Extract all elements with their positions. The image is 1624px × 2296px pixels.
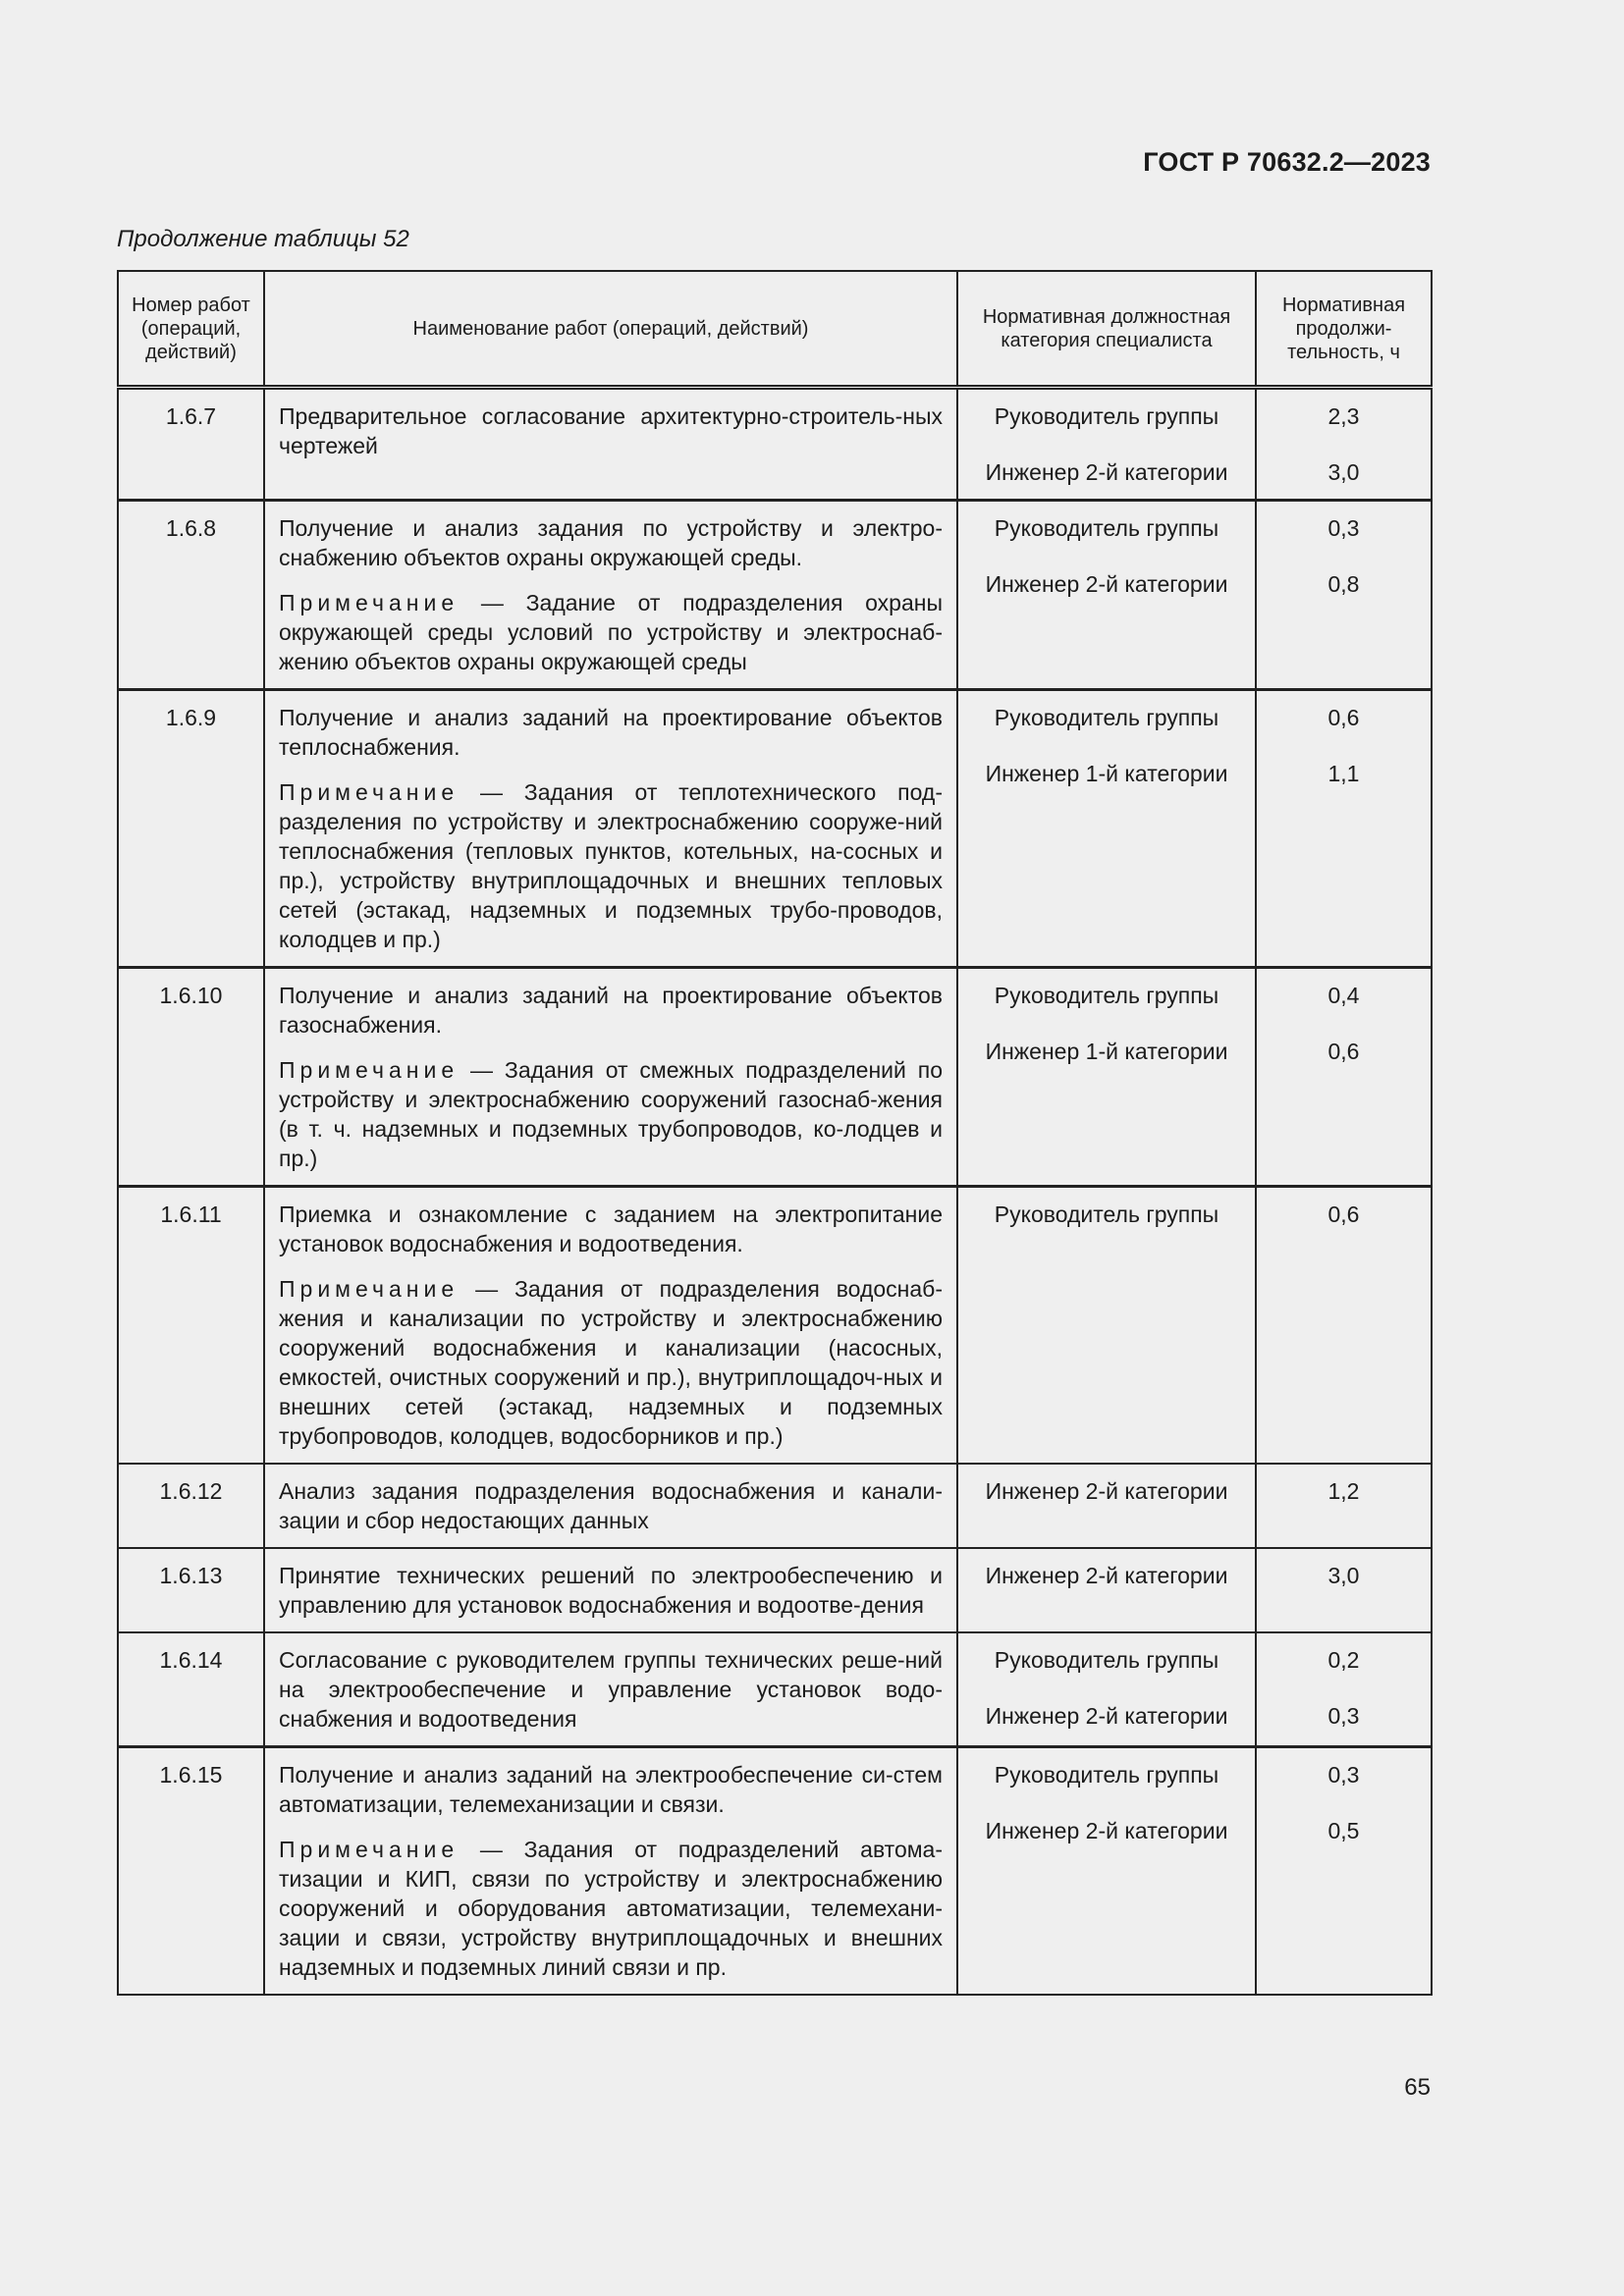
work-note: [279, 1274, 943, 1451]
specialist-category: Руководитель группы: [994, 1647, 1219, 1673]
note-text: — Задания от теплотехнического под-разделения по устройству и электроснабжению сооруже-ний теплоснабжения (тепловых пунктов, котельных, на-сосных и пр.), устройству внутриплощадочных и внешних тепловых сетей (эстакад, надземных и подземных трубо-проводов, колодцев и пр.): [279, 779, 943, 952]
work-name: Получение и анализ заданий на проектирование объектов газоснабжения.: [279, 983, 943, 1038]
table-row: [118, 968, 1432, 1187]
specialist-category: Инженер 1-й категории: [985, 761, 1228, 786]
duration-cell: [1256, 1632, 1432, 1747]
work-name-cell: [264, 1548, 957, 1632]
category-cell: [957, 388, 1256, 501]
norms-table: [117, 270, 1433, 1996]
work-number: 1.6.7: [118, 388, 264, 501]
duration-cell: [1256, 501, 1432, 690]
work-number: 1.6.15: [118, 1747, 264, 1996]
table-body: [118, 388, 1432, 1996]
work-number: 1.6.12: [118, 1464, 264, 1548]
work-note: [279, 588, 943, 676]
specialist-category: Руководитель группы: [994, 403, 1219, 429]
category-cell: [957, 1632, 1256, 1747]
work-name-cell: [264, 388, 957, 501]
work-name: Принятие технических решений по электрообеспечению и управлению для установок водоснабжения и водоотве-дения: [279, 1563, 943, 1618]
document-id: ГОСТ Р 70632.2—2023: [1143, 147, 1431, 177]
note-text: — Задания от смежных подразделений по устройству и электроснабжению сооружений газоснаб-жения (в т. ч. надземных и подземных трубопроводов, ко-лодцев и пр.): [279, 1057, 943, 1171]
work-number: 1.6.14: [118, 1632, 264, 1747]
column-header-category: Нормативная должностная категория специалиста: [957, 271, 1256, 388]
specialist-category: Руководитель группы: [994, 515, 1219, 541]
category-cell: [957, 690, 1256, 968]
specialist-category: Инженер 2-й категории: [985, 1818, 1228, 1843]
duration-value: 2,3: [1327, 403, 1360, 429]
category-cell: [957, 1747, 1256, 1996]
specialist-category: Руководитель группы: [994, 1201, 1219, 1227]
duration-value: 0,6: [1327, 1201, 1360, 1227]
category-cell: [957, 501, 1256, 690]
table-row: [118, 1747, 1432, 1996]
work-name: Получение и анализ заданий на электрообеспечение си-стем автоматизации, телемеханизации и связи.: [279, 1762, 943, 1817]
duration-value: 0,3: [1327, 1703, 1360, 1729]
duration-value: 0,6: [1327, 1039, 1360, 1064]
duration-cell: [1256, 388, 1432, 501]
category-cell: [957, 968, 1256, 1187]
work-note: [279, 1835, 943, 1982]
category-cell: [957, 1464, 1256, 1548]
work-name: Получение и анализ задания по устройству и электро-снабжению объектов охраны окружающей среды.: [279, 515, 943, 570]
work-note: [279, 777, 943, 954]
specialist-category: Инженер 2-й категории: [985, 459, 1228, 485]
work-number: 1.6.13: [118, 1548, 264, 1632]
note-text: — Задание от подразделения охраны окружающей среды условий по устройству и электроснаб-жению объектов охраны окружающей среды: [279, 590, 943, 674]
table-row: [118, 690, 1432, 968]
table-row: [118, 1548, 1432, 1632]
duration-value: 0,3: [1327, 1762, 1360, 1788]
column-header-name: Наименование работ (операций, действий): [264, 271, 957, 388]
duration-value: 0,5: [1327, 1818, 1360, 1843]
work-name-cell: [264, 690, 957, 968]
specialist-category: Инженер 2-й категории: [985, 1703, 1228, 1729]
duration-cell: [1256, 968, 1432, 1187]
duration-value: 1,1: [1327, 761, 1360, 786]
table-row: [118, 388, 1432, 501]
duration-cell: [1256, 1187, 1432, 1465]
work-number: 1.6.9: [118, 690, 264, 968]
category-cell: [957, 1548, 1256, 1632]
column-header-number: Номер работ (операций, действий): [118, 271, 264, 388]
work-name-cell: [264, 1747, 957, 1996]
specialist-category: Руководитель группы: [994, 705, 1219, 730]
duration-value: 3,0: [1327, 1563, 1360, 1588]
work-name-cell: [264, 1632, 957, 1747]
table-row: [118, 501, 1432, 690]
duration-value: 0,2: [1327, 1647, 1360, 1673]
duration-cell: [1256, 1548, 1432, 1632]
column-header-duration: Нормативная продолжи-тельность, ч: [1256, 271, 1432, 388]
duration-value: 0,4: [1327, 983, 1360, 1008]
specialist-category: Инженер 2-й категории: [985, 1563, 1228, 1588]
note-text: — Задания от подразделений автома-тизации и КИП, связи по устройству и электроснабжению сооружений и оборудования автоматизации, телемехани-зации и связи, устройству внутриплощадочных и внешних надземных и подземных линий связи и пр.: [279, 1837, 943, 1980]
note-label: Примечание: [279, 1276, 460, 1302]
work-number: 1.6.11: [118, 1187, 264, 1465]
specialist-category: Руководитель группы: [994, 983, 1219, 1008]
work-name-cell: [264, 1187, 957, 1465]
work-name: Предварительное согласование архитектурно-строитель-ных чертежей: [279, 403, 943, 458]
work-note: [279, 1055, 943, 1173]
duration-value: 0,8: [1327, 571, 1360, 597]
table-row: [118, 1187, 1432, 1465]
table-header-row: [118, 271, 1432, 388]
duration-value: 1,2: [1327, 1478, 1360, 1504]
note-label: Примечание: [279, 590, 460, 615]
specialist-category: Руководитель группы: [994, 1762, 1219, 1788]
work-name: Согласование с руководителем группы технических реше-ний на электрообеспечение и управление установок водо-снабжения и водоотведения: [279, 1647, 943, 1732]
duration-cell: [1256, 1747, 1432, 1996]
work-number: 1.6.8: [118, 501, 264, 690]
work-name: Приемка и ознакомление с заданием на электропитание установок водоснабжения и водоотведения.: [279, 1201, 943, 1256]
work-name: Получение и анализ заданий на проектирование объектов теплоснабжения.: [279, 705, 943, 760]
duration-cell: [1256, 1464, 1432, 1548]
duration-value: 3,0: [1327, 459, 1360, 485]
specialist-category: Инженер 2-й категории: [985, 571, 1228, 597]
table-caption: Продолжение таблицы 52: [117, 226, 409, 252]
work-name-cell: [264, 501, 957, 690]
work-name: Анализ задания подразделения водоснабжения и канали-зации и сбор недостающих данных: [279, 1478, 943, 1533]
duration-value: 0,6: [1327, 705, 1360, 730]
table-row: [118, 1464, 1432, 1548]
work-number: 1.6.10: [118, 968, 264, 1187]
page-number: 65: [1404, 2074, 1431, 2101]
work-name-cell: [264, 1464, 957, 1548]
note-text: — Задания от подразделения водоснаб-жения и канализации по устройству и электроснабжению сооружений водоснабжения и канализации (насосных, емкостей, очистных сооружений и пр.), внутриплощадоч-ных и внешних сетей (эстакад, надземных и подземных трубопроводов, колодцев, водосборников и пр.): [279, 1276, 943, 1449]
category-cell: [957, 1187, 1256, 1465]
duration-value: 0,3: [1327, 515, 1360, 541]
duration-cell: [1256, 690, 1432, 968]
table-row: [118, 1632, 1432, 1747]
note-label: Примечание: [279, 1057, 460, 1083]
specialist-category: Инженер 2-й категории: [985, 1478, 1228, 1504]
note-label: Примечание: [279, 779, 460, 805]
note-label: Примечание: [279, 1837, 460, 1862]
specialist-category: Инженер 1-й категории: [985, 1039, 1228, 1064]
work-name-cell: [264, 968, 957, 1187]
